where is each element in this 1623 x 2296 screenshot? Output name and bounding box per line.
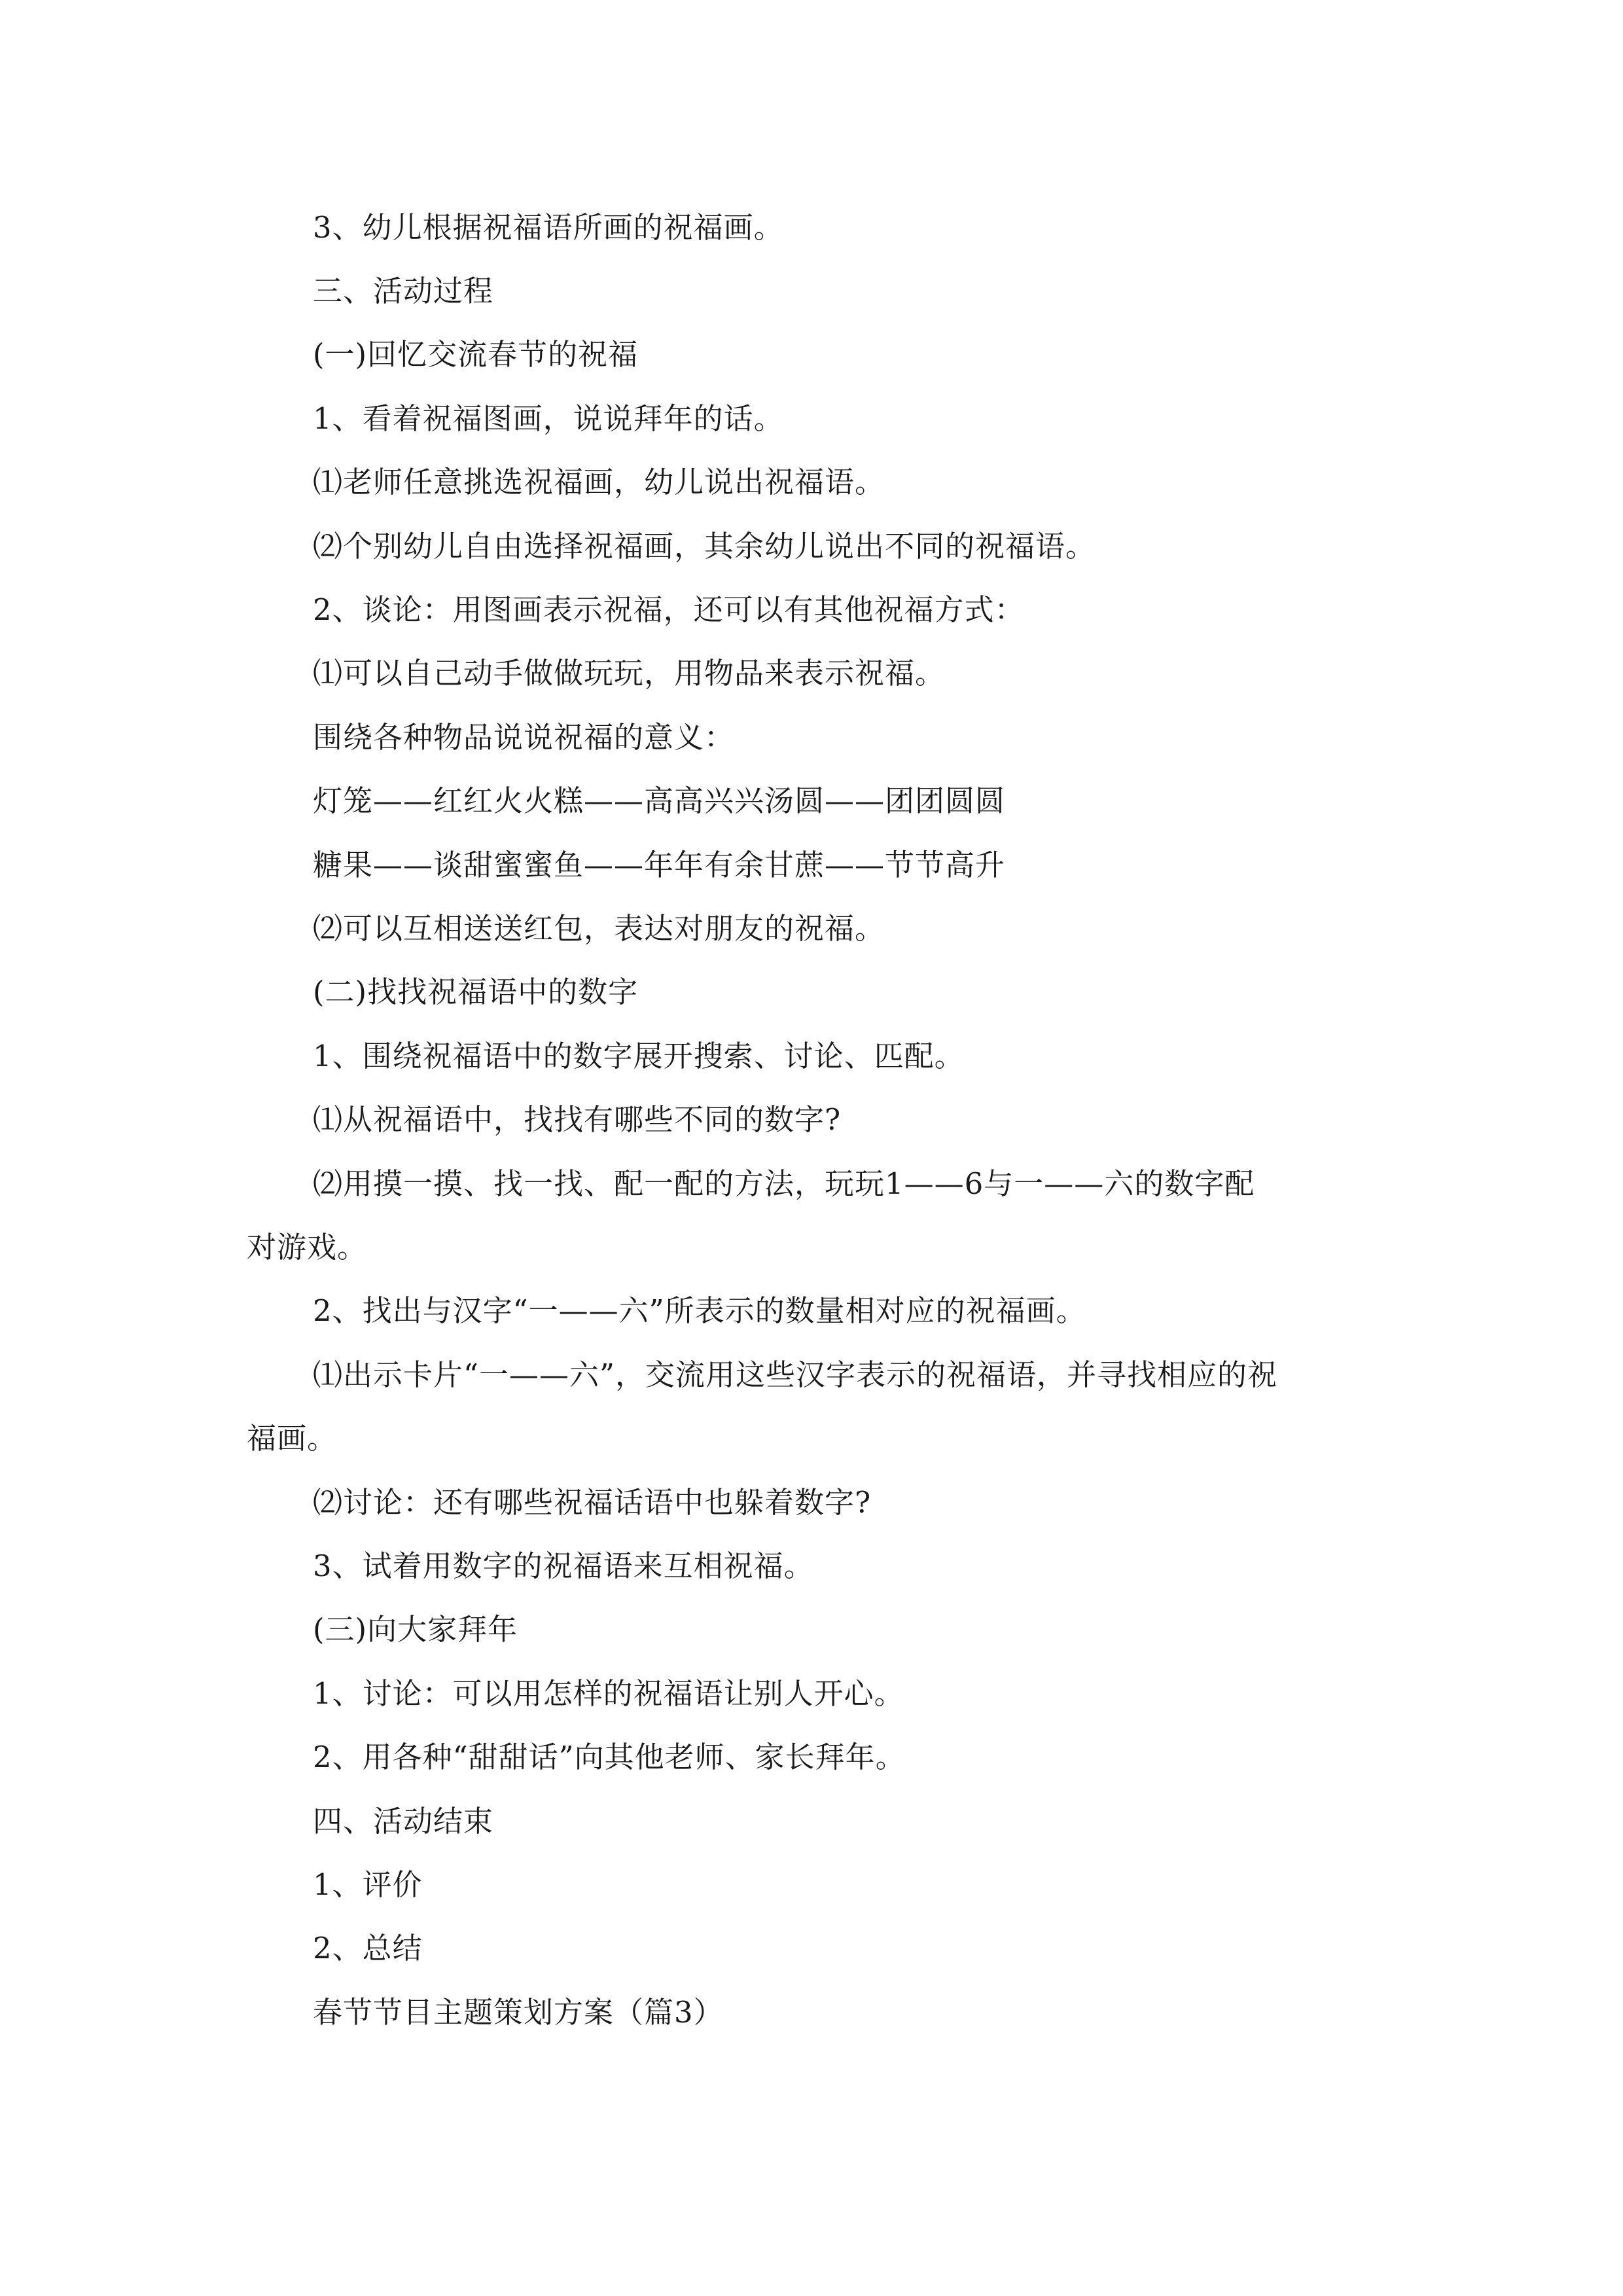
paragraph: 灯笼——红红火火糕——高高兴兴汤圆——团团圆圆 <box>313 783 1006 818</box>
subsection-heading-3: (三)向大家拜年 <box>313 1612 518 1647</box>
paragraph: 糖果——谈甜蜜蜜鱼——年年有余甘蔗——节节高升 <box>313 848 1006 882</box>
section-heading-activity-process: 三、活动过程 <box>313 274 494 308</box>
list-item: ⑵用摸一摸、找一找、配一配的方法，玩玩1——6与一——六的数字配 <box>313 1166 1255 1201</box>
subsection-heading-2: (二)找找祝福语中的数字 <box>313 975 639 1009</box>
section-heading-activity-end: 四、活动结束 <box>313 1804 494 1839</box>
list-item: ⑵可以互相送送红包，表达对朋友的祝福。 <box>313 911 885 946</box>
list-item: 2、找出与汉字“一——六”所表示的数量相对应的祝福画。 <box>313 1293 1086 1328</box>
list-item: 2、用各种“甜甜话”向其他老师、家长拜年。 <box>313 1740 906 1774</box>
subsection-heading-1: (一)回忆交流春节的祝福 <box>313 337 639 372</box>
list-item: 2、总结 <box>313 1931 423 1965</box>
list-item: 1、围绕祝福语中的数字展开搜索、讨论、匹配。 <box>313 1039 965 1073</box>
list-item: 2、谈论：用图画表示祝福，还可以有其他祝福方式： <box>313 592 1025 627</box>
list-item-3: 3、幼儿根据祝福语所画的祝福画。 <box>313 210 784 245</box>
list-item: 1、讨论：可以用怎样的祝福语让别人开心。 <box>313 1676 904 1711</box>
list-item: 1、评价 <box>313 1867 423 1902</box>
list-item: ⑵个别幼儿自由选择祝福画，其余幼儿说出不同的祝福语。 <box>313 529 1096 564</box>
list-item: ⑵讨论：还有哪些祝福话语中也躲着数字? <box>313 1485 872 1520</box>
paragraph: 围绕各种物品说说祝福的意义： <box>313 720 735 755</box>
list-item-continuation: 对游戏。 <box>247 1230 368 1265</box>
list-item: ⑴出示卡片“一——六”，交流用这些汉字表示的祝福语，并寻找相应的祝 <box>313 1357 1278 1392</box>
list-item: 1、看着祝福图画，说说拜年的话。 <box>313 401 784 436</box>
list-item: ⑴从祝福语中，找找有哪些不同的数字? <box>313 1102 842 1137</box>
list-item: 3、试着用数字的祝福语来互相祝福。 <box>313 1549 814 1583</box>
list-item: ⑴老师任意挑选祝福画，幼儿说出祝福语。 <box>313 465 885 499</box>
list-item: ⑴可以自己动手做做玩玩，用物品来表示祝福。 <box>313 656 946 691</box>
document-title-next: 春节节目主题策划方案（篇3） <box>313 1995 724 2030</box>
list-item-continuation: 福画。 <box>247 1421 338 1456</box>
